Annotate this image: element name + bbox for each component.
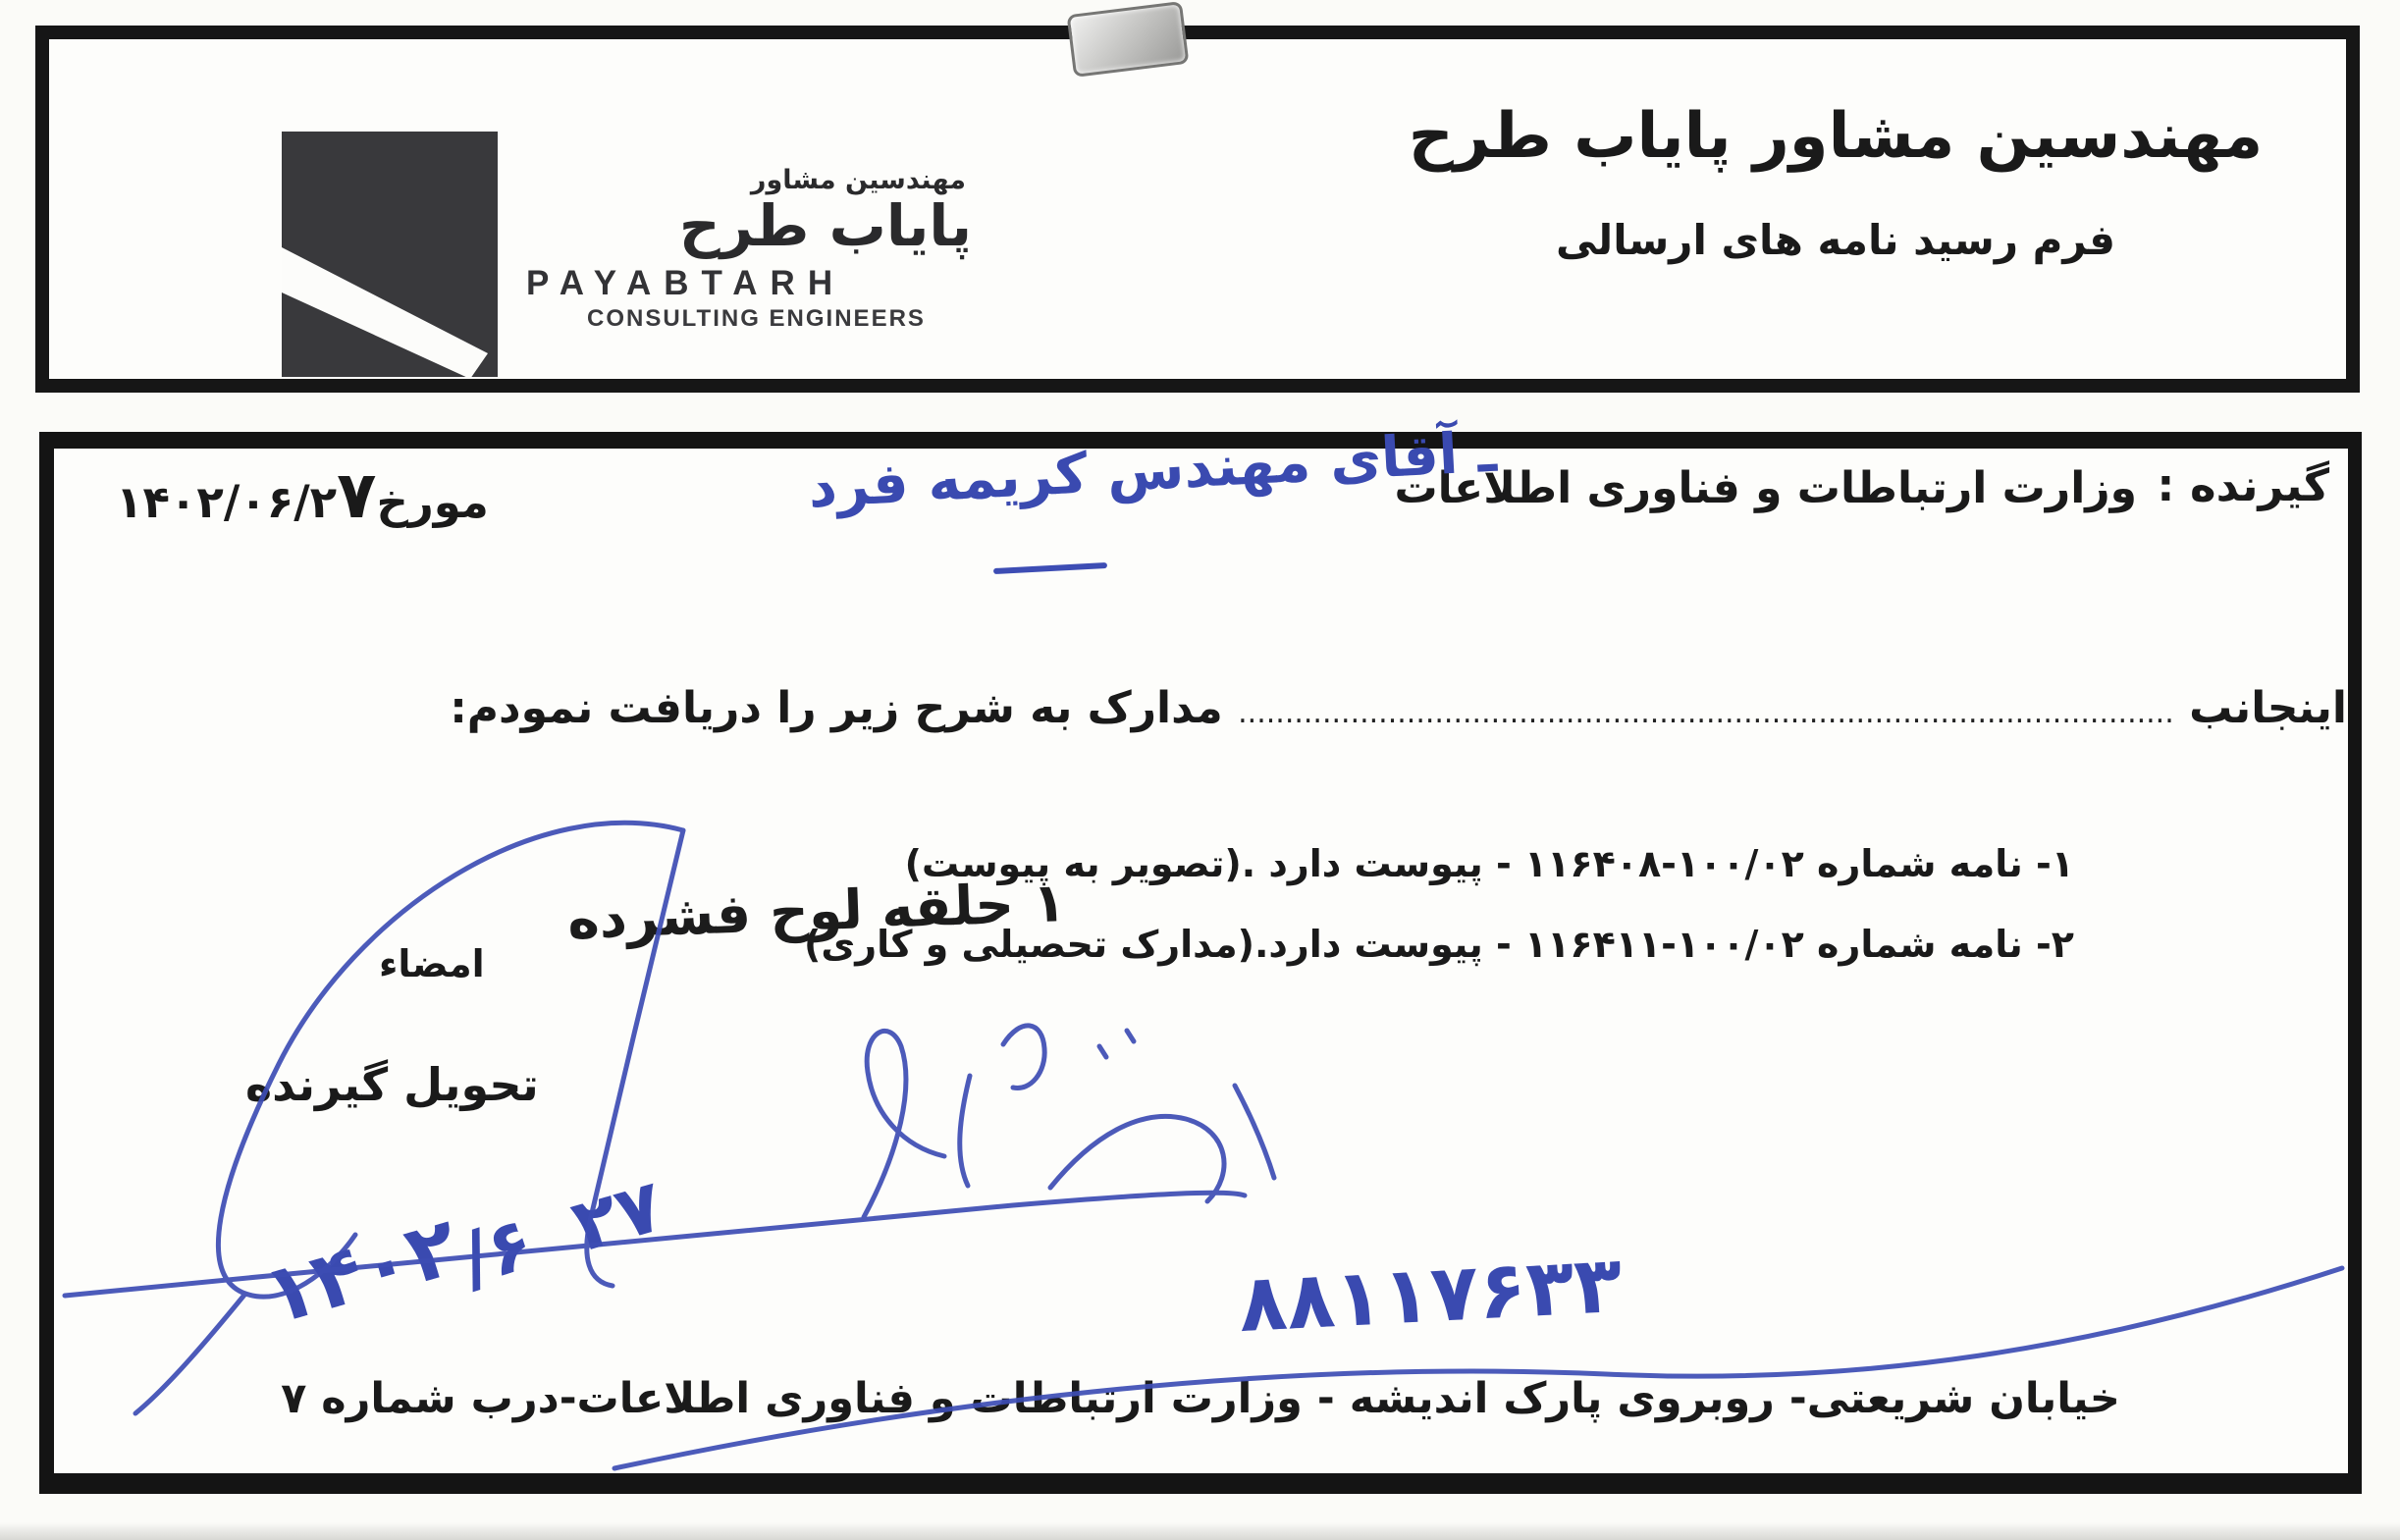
date-label: مورخ <box>376 476 489 528</box>
document-subtitle: فرم رسید نامه های ارسالی <box>1555 216 2116 264</box>
recipient-handwritten-name: ـ آقای مهندس کریمه فرد <box>806 419 1499 521</box>
received-item-2: ۲- نامه شماره ۱۰۰/۰۲-۱۱۶۴۱۱ - پیوست دارد.(مدارک تحصیلی و کاری) <box>804 923 2074 966</box>
handwritten-phone-number: ۸۸۱۱۷۶۳۳ <box>1236 1238 1625 1351</box>
brand-en-sub: CONSULTING ENGINEERS <box>587 304 926 332</box>
brand-fa-small: مهندسین مشاور <box>750 165 966 195</box>
recipient-value: وزارت ارتباطات و فناوری اطلاعات <box>1394 463 2137 513</box>
date-value: ۱۴۰۲/۰۶/۲ <box>116 476 338 528</box>
statement-subject: اینجانب <box>2189 683 2347 733</box>
statement-line <box>450 683 2347 733</box>
brand-fa-big: پایاب طرح <box>678 192 972 260</box>
date-value-last-digit: ۷ <box>337 457 377 533</box>
statement-fill-dots: .................................................................................................... <box>1238 696 2174 730</box>
document-title: مهندسین مشاور پایاب طرح <box>1408 100 2264 173</box>
header-title-column <box>1281 39 2390 264</box>
item2-handwritten-note: ۱ حلقه لوح فشرده <box>566 871 1067 951</box>
date-line <box>116 457 489 533</box>
footer-address: خیابان شریعتی- روبروی پارک اندیشه - وزارت ارتباطات و فناوری اطلاعات-درب شماره ۷ <box>281 1374 2120 1423</box>
handwritten-year: ۱۴۰۲ <box>253 1199 469 1344</box>
brand-en: PAYABTARH <box>526 264 846 303</box>
received-item-1: ۱- نامه شماره ۱۰۰/۰۲-۱۱۶۴۰۸ - پیوست دارد .(تصویر به پیوست) <box>904 842 2074 885</box>
header-box <box>35 26 2360 393</box>
receiver-label: تحویل گیرنده <box>245 1058 539 1111</box>
signature-label: امضاء <box>379 942 485 985</box>
brand-block <box>510 167 972 331</box>
recipient-label: گیرنده : <box>2157 459 2329 511</box>
payabtarh-logo-icon <box>282 132 498 377</box>
handwritten-month: /۶ <box>450 1199 544 1303</box>
handwritten-day: ۲۷ <box>562 1163 672 1269</box>
statement-text: مدارک به شرح زیر را دریافت نمودم: <box>450 683 1223 733</box>
scan-edge-shadow <box>0 1522 2400 1540</box>
